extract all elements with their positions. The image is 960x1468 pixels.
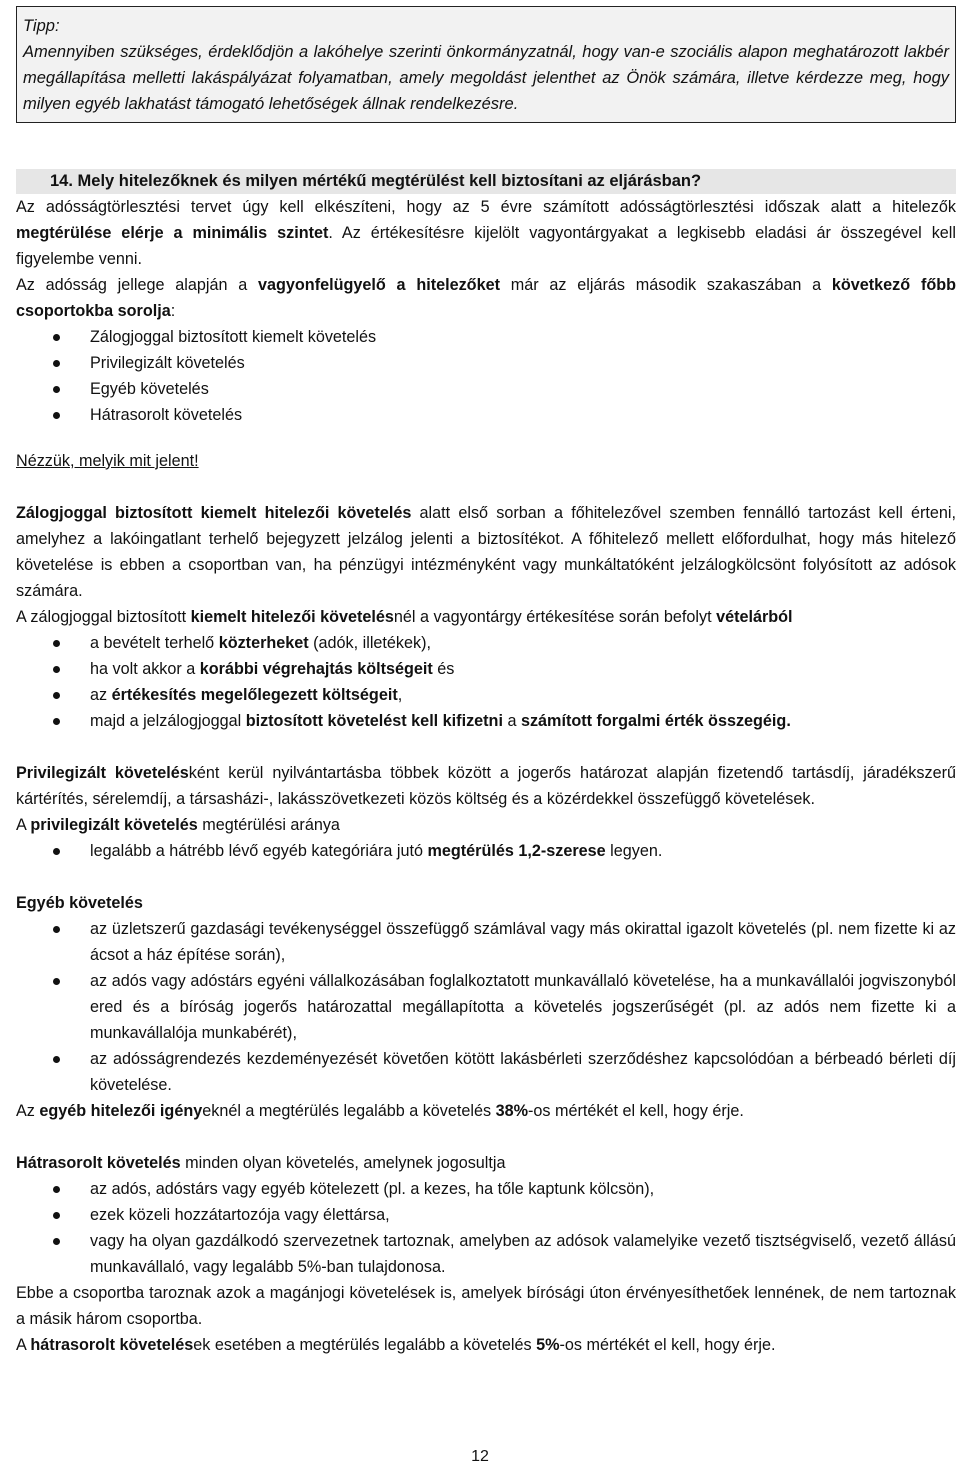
subordinated-recovery: A hátrasorolt követelések esetében a megtérülés legalább a követelés 5%-os mértékét el kell, hogy érje. (16, 1336, 776, 1354)
list-item: legalább a hátrébb lévő egyéb kategóriára jutó megtérülés 1,2-szerese legyen. (16, 838, 956, 864)
grouping-paragraph: Az adósság jellege alapján a vagyonfelügyelő a hitelezőket már az eljárás második szakaszában a következő főbb csoportokba sorolja: (16, 276, 957, 320)
secured-claim-proceeds: A zálogjoggal biztosított kiemelt hitelezői követelésnél a vagyontárgy értékesítése során befolyt vételárból (16, 608, 793, 626)
privileged-claim-paragraph: Privilegizált követelésként kerül nyilvántartásba többek között a jogerős határozat alapján fizetendő tartásdíj, járadékszerű kártérítés, sérelemdíj, a társasházi-, lakásszövetkezeti közös költség és a közérdekkel összefüggő követelések. (16, 764, 956, 808)
list-item: Egyéb követelés (16, 376, 956, 402)
list-item: az üzletszerű gazdasági tevékenységgel összefüggő számlával vagy más okirattal igazolt követelés (pl. nem fizette ki az ácsot a ház építése során), (16, 916, 956, 968)
bullet-icon (53, 360, 60, 367)
list-item: az adós, adóstárs vagy egyéb kötelezett (pl. a kezes, ha tőle kaptunk kölcsön), (16, 1176, 956, 1202)
subordinated-claim-intro: Hátrasorolt követelés minden olyan követelés, amelynek jogosultja (16, 1154, 506, 1172)
bullet-icon (53, 848, 60, 855)
other-claim-heading: Egyéb követelés (16, 894, 143, 912)
bullet-icon (53, 926, 60, 933)
bullet-icon (53, 412, 60, 419)
page-number: 12 (471, 1448, 489, 1465)
bullet-icon (53, 386, 60, 393)
privileged-recovery-paragraph: A privilegizált követelés megtérülési aránya (16, 816, 340, 834)
bullet-icon (53, 1186, 60, 1193)
document-page (16, 6, 956, 1358)
list-item: Hátrasorolt követelés (16, 402, 956, 428)
creditor-groups-list (16, 324, 956, 428)
tip-box (16, 6, 956, 123)
list-item: az adósságrendezés kezdeményezését követően kötött lakásbérleti szerződéshez kapcsolódóan a bérbeadó bérleti díj követelése. (16, 1046, 956, 1098)
bullet-icon (53, 1212, 60, 1219)
question-heading: 14. Mely hitelezőknek és milyen mértékű megtérülést kell biztosítani az eljárásban? (16, 169, 956, 194)
proceeds-order-list (16, 630, 956, 734)
bullet-icon (53, 1056, 60, 1063)
subordinated-private-claims: Ebbe a csoportba taroznak azok a magánjogi követelések is, amelyek bírósági úton érvényesíthetőek lennének, de nem tartoznak a másik három csoportba. (16, 1284, 956, 1328)
bullet-icon (53, 334, 60, 341)
tip-body: Amennyiben szükséges, érdeklődjön a lakóhelye szerinti önkormányzatnál, hogy van-e szociális alapon meghatározott lakbér megállapítása melletti lakáspályázat folyamatban, amely megoldást jelenthet az Önök számára, illetve kérdezze meg, hogy milyen egyéb lakhatást támogató lehetőségek állnak rendelkezésre. (23, 43, 949, 113)
list-item: vagy ha olyan gazdálkodó szervezetnek tartoznak, amelyben az adósok valamelyike vezető tisztségviselő, vezető állású munkavállaló, vagy legalább 5%-ban tulajdonosa. (16, 1228, 956, 1280)
other-claim-list (16, 916, 956, 1098)
bullet-icon (53, 640, 60, 647)
list-item: az adós vagy adóstárs egyéni vállalkozásában foglalkoztatott munkavállaló követelése, ha a munkavállalói jogviszonyból ered és a bíróság jogerős határozattal megállapította a követelés jogszerűségét (pl. az adós nem fizette ki a munkavállalója munkabérét), (16, 968, 956, 1046)
bullet-icon (53, 1238, 60, 1245)
list-item: ha volt akkor a korábbi végrehajtás költségeit és (16, 656, 956, 682)
list-item: az értékesítés megelőlegezett költségeit, (16, 682, 956, 708)
list-item: a bevételt terhelő közterheket (adók, illetékek), (16, 630, 956, 656)
tip-title: Tipp: (23, 17, 60, 35)
bullet-icon (53, 718, 60, 725)
list-item: Zálogjoggal biztosított kiemelt követelés (16, 324, 956, 350)
list-item: Privilegizált követelés (16, 350, 956, 376)
lets-see-heading: Nézzük, melyik mit jelent! (16, 452, 199, 470)
other-claim-recovery: Az egyéb hitelezői igényeknél a megtérülés legalább a követelés 38%-os mértékét el kell, hogy érje. (16, 1102, 744, 1120)
privileged-list (16, 838, 956, 864)
repayment-paragraph: Az adósságtörlesztési tervet úgy kell elkészíteni, hogy az 5 évre számított adósságtörlesztési időszak alatt a hitelezők megtérülése elérje a minimális szintet. Az értékesítésre kijelölt vagyontárgyakat a legkisebb eladási ár összegével kell figyelembe venni. (16, 198, 956, 268)
subordinated-claim-list (16, 1176, 956, 1280)
secured-claim-paragraph: Zálogjoggal biztosított kiemelt hitelezői követelés alatt első sorban a főhitelezővel szemben fennálló tartozást kell érteni, amelyhez a lakóingatlant terhelő bejegyzett jelzálog jelenti a biztosítékot. A főhitelező mellett előfordulhat, hogy más hitelező követelése is ebben a csoportban van, ha pénzügyi intézményként vagy munkáltatóként jelzálogkölcsönt folyósított az adósok számára. (16, 504, 956, 600)
bullet-icon (53, 666, 60, 673)
bullet-icon (53, 978, 60, 985)
bullet-icon (53, 692, 60, 699)
list-item: majd a jelzálogjoggal biztosított követelést kell kifizetni a számított forgalmi érték összegéig. (16, 708, 956, 734)
list-item: ezek közeli hozzátartozója vagy élettársa, (16, 1202, 956, 1228)
